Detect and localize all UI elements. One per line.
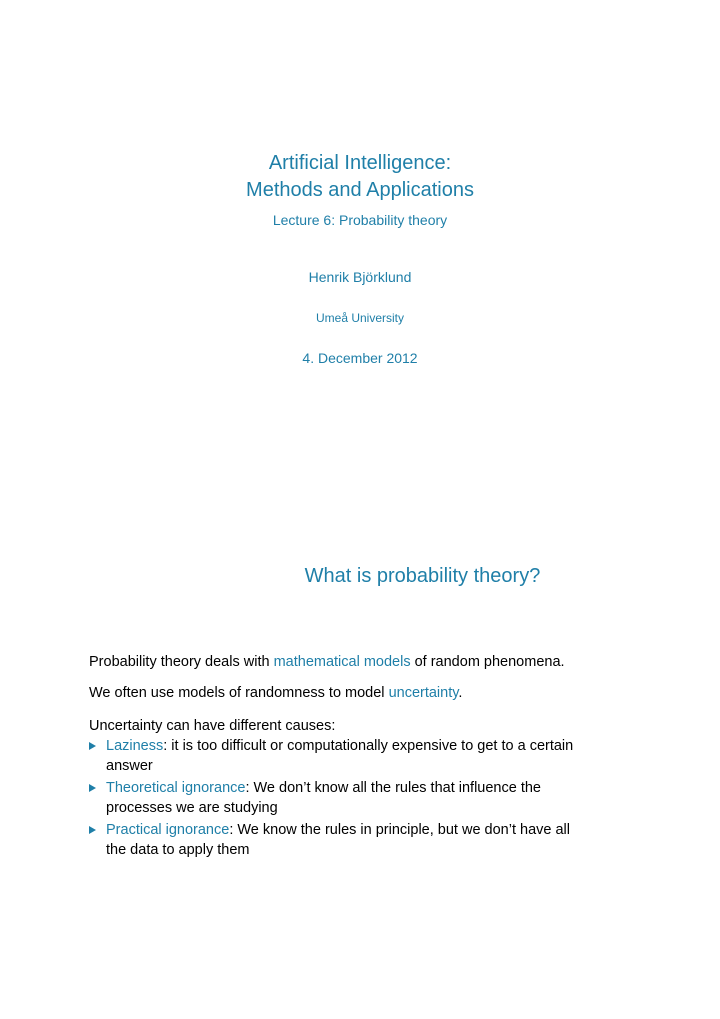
cause-text: : We know the rules in principle, but we don’t have all [229,822,570,838]
triangle-bullet-icon [89,742,96,750]
list-item-practical-ignorance [89,820,649,860]
content-slide [0,540,720,940]
cause-text: : it is too difficult or computationally expensive to get to a certain [163,738,574,754]
cause-term: Practical ignorance [106,822,230,838]
highlight-term: mathematical models [273,654,411,670]
triangle-bullet-icon [89,784,96,792]
cause-term: Theoretical ignorance [106,780,246,796]
title-line-1: Artificial Intelligence: [268,152,452,174]
lecture-date: 4. December 2012 [302,350,418,366]
title-line-2: Methods and Applications [246,179,474,201]
causes-list [89,736,649,862]
paragraph-uncertainty [89,683,649,703]
lecture-subtitle: Lecture 6: Probability theory [272,212,448,228]
list-item-laziness [89,736,649,776]
paragraph-text: . [458,685,463,701]
cause-text: : We don’t know all the rules that influence the [245,780,541,796]
institute-name: Umeå University [315,311,405,325]
cause-text-continued: answer [106,758,153,774]
cause-text-continued: the data to apply them [106,842,250,858]
paragraph-text: Probability theory deals with [89,654,274,670]
paragraph-text: of random phenomena. [410,654,565,670]
highlight-term: uncertainty [388,685,459,701]
triangle-bullet-icon [89,826,96,834]
frame-title: What is probability theory? [304,565,541,587]
list-item-theoretical-ignorance [89,778,649,818]
author-name: Henrik Björklund [308,269,412,285]
cause-term: Laziness [106,738,164,754]
paragraph-probability-definition [89,652,649,672]
paragraph-text: We often use models of randomness to model [89,685,389,701]
title-slide [0,0,720,400]
paragraph-causes-intro: Uncertainty can have different causes: [89,718,336,734]
cause-text-continued: processes we are studying [106,800,278,816]
